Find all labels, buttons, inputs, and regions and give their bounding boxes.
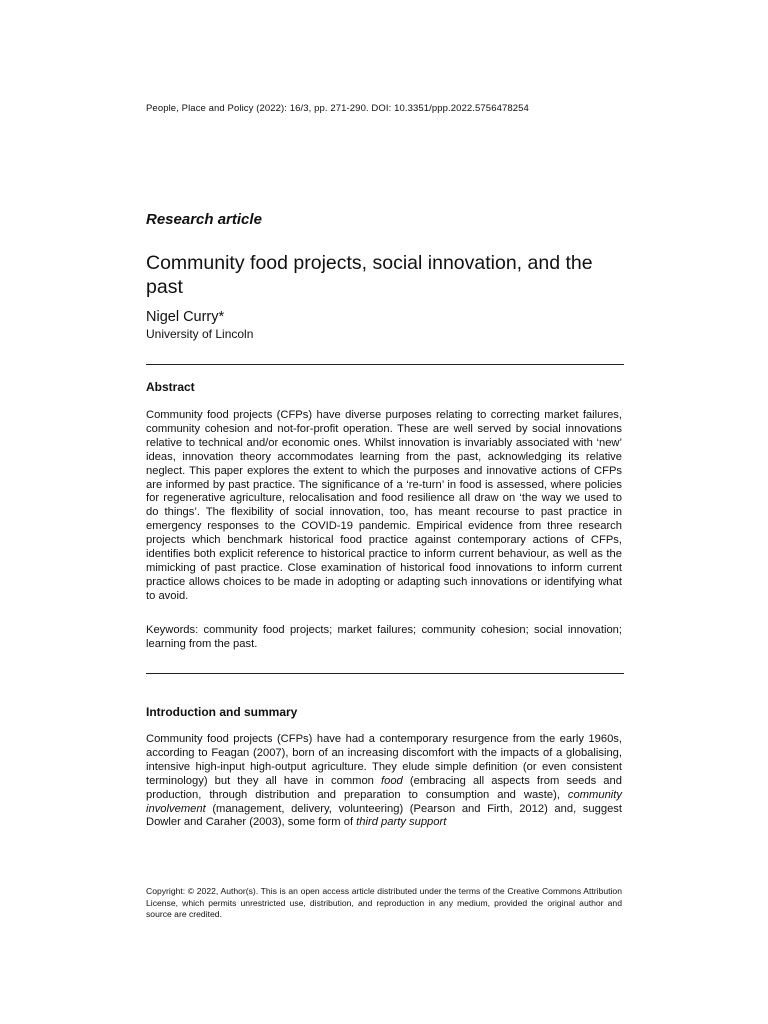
author-name: Nigel Curry*	[146, 309, 225, 325]
intro-text-part-3: (management, delivery, volunteering) (Pearson and Firth, 2012) and, suggest Dowler and Caraher (2003), some form of	[146, 802, 622, 829]
keywords-text: Keywords: community food projects; market failures; community cohesion; social innovation; learning from the past.	[146, 624, 622, 650]
abstract-text: Community food projects (CFPs) have diverse purposes relating to correcting market failures, community cohesion and not-for-profit operation. These are well served by social innovations relative to technical and/or economic ones. Whilst innovation is invariably associated with ‘new’ ideas, innovation theory accommodates learning from the past, acknowledging its relative neglect. This paper explores the extent to which the purposes and innovative actions of CFPs are informed by past practice. The significance of a ‘re-turn’ in food is assessed, where policies for regenerative agriculture, relocalisation and food resilience all draw on ‘the way we used to do things’. The flexibility of social innovation, too, has meant recourse to past practice in emergency responses to the COVID-19 pandemic. Empirical evidence from three research projects which benchmark historical food practice against contemporary actions of CFPs, identifies both explicit reference to historical practice to inform current behaviour, as well as the mimicking of past practice. Close examination of historical food innovations to inform current practice allows choices to be made in adopting or adapting such innovations or identifying what to avoid.	[146, 409, 622, 602]
journal-citation: People, Place and Policy (2022): 16/3, pp. 271-290. DOI: 10.3351/ppp.2022.5756478254	[146, 103, 529, 114]
abstract-heading: Abstract	[146, 380, 195, 394]
intro-text-part-1: Community food projects (CFPs) have had a contemporary resurgence from the early 1960s, according to Feagan (2007), born of an increasing discomfort with the impacts of a globalising, intensive high-input high-output agriculture. They elude simple definition (or even consistent terminology) but they all have in common	[146, 733, 622, 787]
intro-emphasis-community-involvement: community involvement	[146, 788, 622, 815]
introduction-heading: Introduction and summary	[146, 705, 298, 719]
copyright-notice: Copyright: © 2022, Author(s). This is an open access article distributed under the terms of the Creative Commons Attribution License, which permits unrestricted use, distribution, and reproduction in any medium, provided the original author and source are credited.	[146, 886, 622, 920]
author-affiliation: University of Lincoln	[146, 327, 254, 341]
article-type-label: Research article	[146, 211, 262, 228]
intro-text-part-2: (embracing all aspects from seeds and production, through distribution and preparation to consumption and waste),	[146, 774, 622, 801]
introduction-text	[146, 733, 622, 830]
bottom-divider	[146, 673, 624, 674]
intro-emphasis-food: food	[381, 774, 403, 787]
top-divider	[146, 364, 624, 365]
article-title: Community food projects, social innovation, and the past	[146, 252, 593, 298]
intro-emphasis-third-party-support: third party support	[356, 816, 447, 829]
